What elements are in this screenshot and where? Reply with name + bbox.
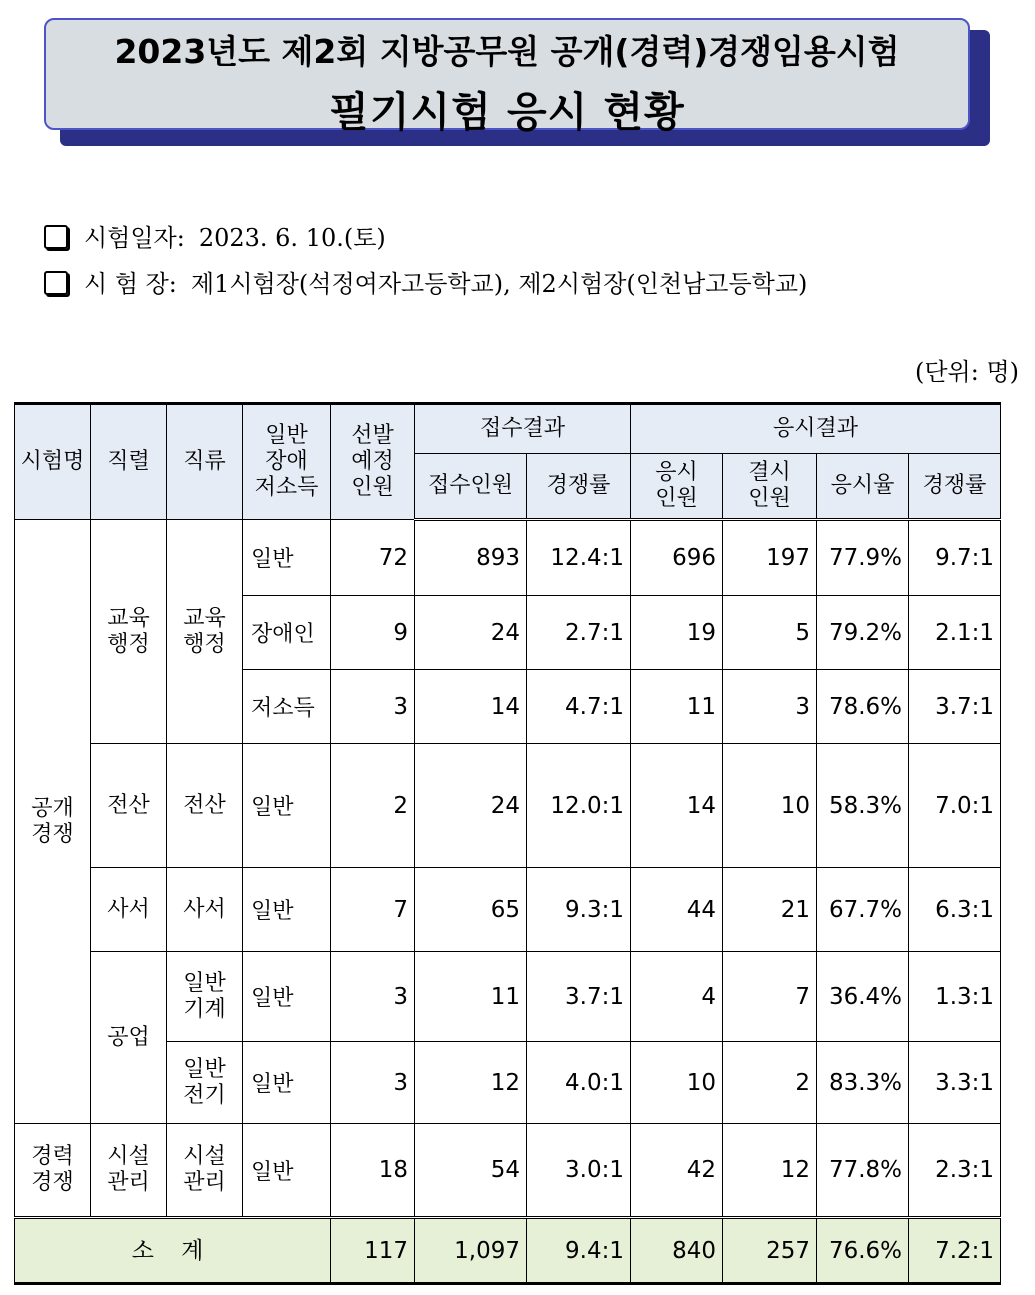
cell-applicants: 24 xyxy=(415,744,527,868)
cell-planned: 72 xyxy=(331,520,415,596)
type-edu-admin: 교육 행정 xyxy=(167,520,243,744)
cell-category: 장애인 xyxy=(243,596,331,670)
cell-planned: 18 xyxy=(331,1124,415,1218)
header-competition: 경쟁률 xyxy=(527,454,631,520)
cell-competition-2: 9.7:1 xyxy=(909,520,1001,596)
total-rate: 76.6% xyxy=(817,1218,909,1284)
cell-absentees: 7 xyxy=(723,952,817,1042)
header-planned: 선발 예정 인원 xyxy=(331,404,415,520)
header-category: 일반 장애 저소득 xyxy=(243,404,331,520)
checkbox-icon xyxy=(44,225,68,249)
table-row xyxy=(15,744,1001,868)
cell-applicants: 11 xyxy=(415,952,527,1042)
group-career-competition: 경력 경쟁 xyxy=(15,1124,91,1218)
type-facility-mgmt: 시설 관리 xyxy=(167,1124,243,1218)
total-label: 소 계 xyxy=(15,1218,331,1284)
series-edu-admin: 교육 행정 xyxy=(91,520,167,744)
cell-planned: 7 xyxy=(331,868,415,952)
table-row xyxy=(15,952,1001,1042)
cell-category: 일반 xyxy=(243,952,331,1042)
cell-competition-2: 6.3:1 xyxy=(909,868,1001,952)
header-application-result: 접수결과 xyxy=(415,404,631,454)
header-series: 직렬 xyxy=(91,404,167,520)
cell-competition-2: 3.3:1 xyxy=(909,1042,1001,1124)
cell-competition-2: 2.1:1 xyxy=(909,596,1001,670)
total-absentees: 257 xyxy=(723,1218,817,1284)
cell-attendees: 10 xyxy=(631,1042,723,1124)
cell-competition: 12.0:1 xyxy=(527,744,631,868)
cell-category: 일반 xyxy=(243,868,331,952)
exam-date-value: 2023. 6. 10.(토) xyxy=(198,224,386,252)
header-attendees: 응시 인원 xyxy=(631,454,723,520)
cell-absentees: 12 xyxy=(723,1124,817,1218)
cell-category: 일반 xyxy=(243,520,331,596)
cell-competition: 3.0:1 xyxy=(527,1124,631,1218)
cell-absentees: 2 xyxy=(723,1042,817,1124)
cell-competition-2: 1.3:1 xyxy=(909,952,1001,1042)
series-facility-mgmt: 시설 관리 xyxy=(91,1124,167,1218)
cell-competition-2: 7.0:1 xyxy=(909,744,1001,868)
cell-absentees: 10 xyxy=(723,744,817,868)
cell-absentees: 3 xyxy=(723,670,817,744)
checkbox-icon xyxy=(44,271,68,295)
header-applicants: 접수인원 xyxy=(415,454,527,520)
exam-venue-line xyxy=(44,264,807,299)
cell-absentees: 5 xyxy=(723,596,817,670)
cell-attendees: 44 xyxy=(631,868,723,952)
table-row xyxy=(15,868,1001,952)
cell-category: 일반 xyxy=(243,1042,331,1124)
title-line-2: 필기시험 응시 현황 xyxy=(329,88,685,136)
total-competition-2: 7.2:1 xyxy=(909,1218,1001,1284)
cell-rate: 83.3% xyxy=(817,1042,909,1124)
cell-attendees: 4 xyxy=(631,952,723,1042)
cell-category: 저소득 xyxy=(243,670,331,744)
cell-applicants: 54 xyxy=(415,1124,527,1218)
total-planned: 117 xyxy=(331,1218,415,1284)
cell-applicants: 24 xyxy=(415,596,527,670)
type-general-electric: 일반 전기 xyxy=(167,1042,243,1124)
cell-category: 일반 xyxy=(243,744,331,868)
cell-rate: 77.8% xyxy=(817,1124,909,1218)
type-general-machine: 일반 기계 xyxy=(167,952,243,1042)
cell-attendees: 42 xyxy=(631,1124,723,1218)
title-box xyxy=(44,18,970,136)
total-competition: 9.4:1 xyxy=(527,1218,631,1284)
type-it: 전산 xyxy=(167,744,243,868)
cell-competition: 12.4:1 xyxy=(527,520,631,596)
cell-competition: 4.7:1 xyxy=(527,670,631,744)
exam-status-table xyxy=(14,402,1001,1285)
cell-competition-2: 3.7:1 xyxy=(909,670,1001,744)
total-row xyxy=(15,1218,1001,1284)
cell-attendees: 14 xyxy=(631,744,723,868)
exam-date-label: 시험일자: xyxy=(84,224,185,252)
header-attendance-result: 응시결과 xyxy=(631,404,1001,454)
header-competition-2: 경쟁률 xyxy=(909,454,1001,520)
cell-rate: 58.3% xyxy=(817,744,909,868)
exam-venue-value: 제1시험장(석정여자고등학교), 제2시험장(인천남고등학교) xyxy=(190,270,808,298)
table-row xyxy=(15,1124,1001,1218)
cell-competition-2: 2.3:1 xyxy=(909,1124,1001,1218)
cell-rate: 67.7% xyxy=(817,868,909,952)
header-absentees: 결시 인원 xyxy=(723,454,817,520)
cell-attendees: 19 xyxy=(631,596,723,670)
cell-attendees: 696 xyxy=(631,520,723,596)
cell-attendees: 11 xyxy=(631,670,723,744)
exam-date-line xyxy=(44,218,386,253)
series-library: 사서 xyxy=(91,868,167,952)
group-open-competition: 공개 경쟁 xyxy=(15,520,91,1124)
cell-planned: 2 xyxy=(331,744,415,868)
cell-applicants: 65 xyxy=(415,868,527,952)
title-banner xyxy=(44,18,974,134)
cell-planned: 3 xyxy=(331,1042,415,1124)
cell-planned: 9 xyxy=(331,596,415,670)
cell-planned: 3 xyxy=(331,670,415,744)
unit-label: (단위: 명) xyxy=(915,358,1019,386)
header-type: 직류 xyxy=(167,404,243,520)
total-attendees: 840 xyxy=(631,1218,723,1284)
cell-absentees: 21 xyxy=(723,868,817,952)
cell-planned: 3 xyxy=(331,952,415,1042)
cell-competition: 9.3:1 xyxy=(527,868,631,952)
title-line-1: 2023년도 제2회 지방공무원 공개(경력)경쟁임용시험 xyxy=(114,32,900,71)
total-applicants: 1,097 xyxy=(415,1218,527,1284)
header-exam: 시험명 xyxy=(15,404,91,520)
table-row xyxy=(15,520,1001,596)
cell-applicants: 14 xyxy=(415,670,527,744)
cell-category: 일반 xyxy=(243,1124,331,1218)
cell-rate: 79.2% xyxy=(817,596,909,670)
cell-absentees: 197 xyxy=(723,520,817,596)
series-industrial: 공업 xyxy=(91,952,167,1124)
exam-venue-label: 시 험 장: xyxy=(84,270,177,298)
header-attendance-rate: 응시율 xyxy=(817,454,909,520)
cell-applicants: 12 xyxy=(415,1042,527,1124)
cell-rate: 78.6% xyxy=(817,670,909,744)
cell-competition: 2.7:1 xyxy=(527,596,631,670)
cell-competition: 3.7:1 xyxy=(527,952,631,1042)
type-library: 사서 xyxy=(167,868,243,952)
series-it: 전산 xyxy=(91,744,167,868)
cell-rate: 36.4% xyxy=(817,952,909,1042)
cell-rate: 77.9% xyxy=(817,520,909,596)
cell-applicants: 893 xyxy=(415,520,527,596)
cell-competition: 4.0:1 xyxy=(527,1042,631,1124)
